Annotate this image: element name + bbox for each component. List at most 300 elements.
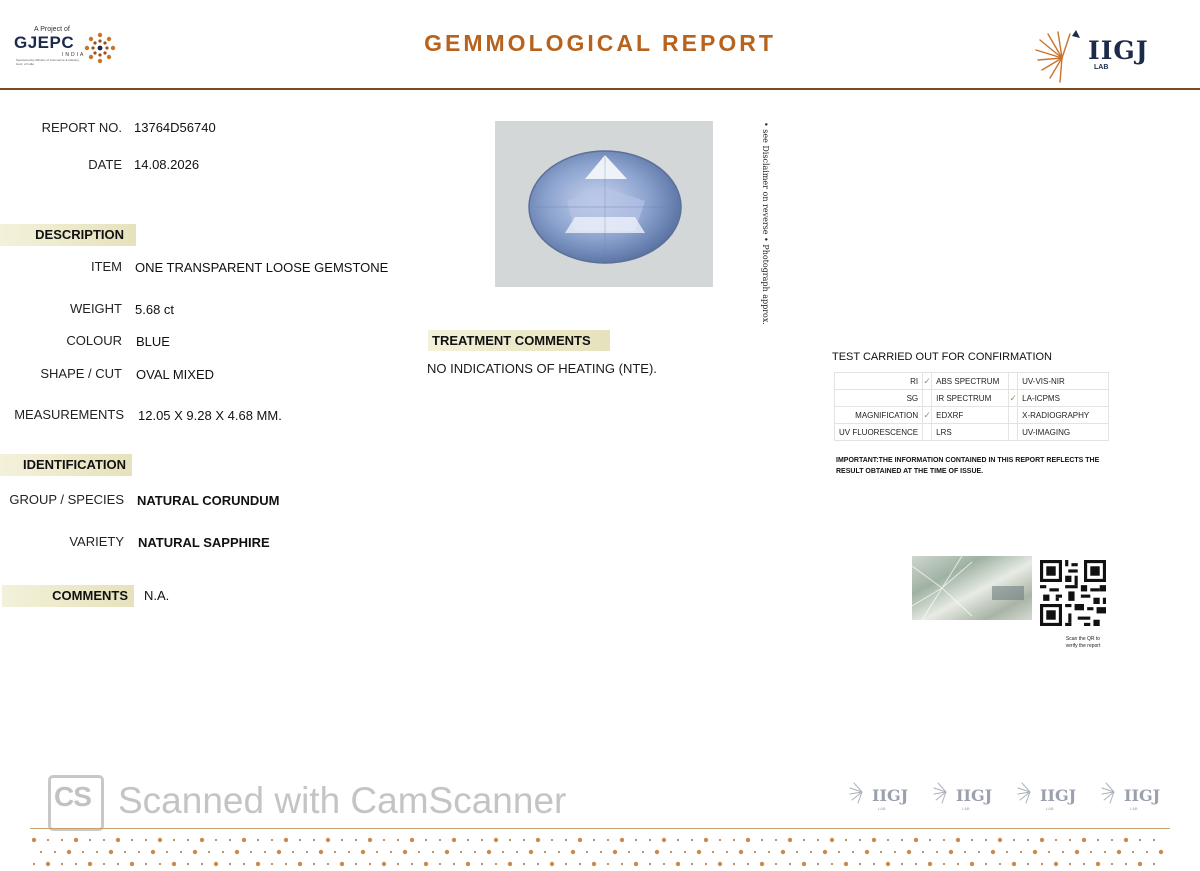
camscanner-logo-letters: CS bbox=[54, 781, 91, 812]
footer-pattern-dot bbox=[257, 839, 259, 841]
report-number-label: REPORT NO. bbox=[41, 120, 122, 135]
footer-pattern-dot bbox=[831, 863, 833, 865]
footer-pattern-dot bbox=[642, 851, 644, 853]
footer-pattern-dot bbox=[130, 862, 134, 866]
footer-pattern-dot bbox=[1027, 863, 1029, 865]
comments-section-label bbox=[2, 585, 134, 607]
footer-pattern-dot bbox=[670, 851, 672, 853]
footer-iigj-lab: LAB bbox=[1130, 806, 1138, 811]
footer-pattern-dot bbox=[494, 838, 498, 842]
footer-pattern-dot bbox=[810, 851, 812, 853]
footer-pattern-dot bbox=[852, 851, 854, 853]
footer-pattern-dot bbox=[481, 863, 483, 865]
footer-pattern-dot bbox=[558, 851, 560, 853]
footer-pattern-dot bbox=[109, 850, 113, 854]
footer-pattern-dot bbox=[1055, 839, 1057, 841]
footer-pattern-dot bbox=[915, 863, 917, 865]
footer-iigj-wordmark: IIGJ bbox=[872, 786, 909, 805]
footer-pattern-dot bbox=[201, 863, 203, 865]
footer-pattern-dot bbox=[117, 863, 119, 865]
footer-pattern-dot bbox=[998, 838, 1002, 842]
table-row bbox=[835, 424, 1109, 441]
footer-pattern-dot bbox=[964, 851, 966, 853]
footer-pattern-dot bbox=[754, 851, 756, 853]
photo-disclaimer-text: • see Disclaimer on reverse • Photograph approx. bbox=[761, 122, 770, 325]
footer-pattern-dot bbox=[817, 839, 819, 841]
check-icon bbox=[923, 424, 932, 441]
footer-iigj-burst-icon bbox=[848, 780, 868, 804]
comments-section-text: COMMENTS bbox=[52, 588, 128, 603]
description-section-text: DESCRIPTION bbox=[35, 227, 124, 242]
footer-pattern-dot bbox=[369, 863, 371, 865]
group-species-value: NATURAL CORUNDUM bbox=[137, 493, 280, 508]
test-cell: ABS SPECTRUM bbox=[932, 373, 1009, 390]
footer-pattern-dot bbox=[46, 862, 50, 866]
footer-pattern-dot bbox=[579, 863, 581, 865]
comments-value: N.A. bbox=[144, 588, 170, 603]
test-cell: LRS bbox=[932, 424, 1009, 441]
item-value: ONE TRANSPARENT LOOSE GEMSTONE bbox=[135, 260, 389, 275]
item-label: ITEM bbox=[90, 259, 122, 274]
footer-pattern-dot bbox=[180, 851, 182, 853]
footer-pattern-dot bbox=[187, 839, 189, 841]
identification-section-label bbox=[0, 454, 132, 476]
footer-pattern-dot bbox=[397, 839, 399, 841]
qr-instruction-line1: Scan the QR to bbox=[1065, 636, 1101, 642]
footer-pattern-dot bbox=[425, 839, 427, 841]
footer-pattern-dot bbox=[54, 851, 56, 853]
footer-pattern-dot bbox=[607, 839, 609, 841]
footer-pattern-dot bbox=[1083, 863, 1085, 865]
footer-divider bbox=[30, 828, 1170, 829]
footer-pattern-dot bbox=[999, 863, 1001, 865]
footer-pattern-dot bbox=[368, 838, 372, 842]
footer-pattern-dot bbox=[390, 851, 392, 853]
footer-pattern-dot bbox=[802, 862, 806, 866]
footer-pattern-dot bbox=[634, 862, 638, 866]
footer-pattern-dot bbox=[775, 863, 777, 865]
footer-pattern-dot bbox=[922, 851, 924, 853]
footer-pattern-dot bbox=[271, 839, 273, 841]
footer-pattern-dot bbox=[635, 839, 637, 841]
footer-pattern-dot bbox=[719, 839, 721, 841]
footer-iigj-burst-icon bbox=[1100, 780, 1120, 804]
footer-pattern-dot bbox=[957, 863, 959, 865]
footer-pattern-dot bbox=[803, 839, 805, 841]
footer-pattern-dot bbox=[873, 863, 875, 865]
tests-table bbox=[834, 372, 1109, 441]
footer-iigj-lab: LAB bbox=[1046, 806, 1054, 811]
footer-pattern-dot bbox=[460, 851, 462, 853]
footer-pattern-dot bbox=[1040, 838, 1044, 842]
footer-pattern-dot bbox=[1013, 839, 1015, 841]
footer-pattern-dot bbox=[208, 851, 210, 853]
footer-pattern-dot bbox=[901, 839, 903, 841]
footer-pattern-dot bbox=[516, 851, 518, 853]
footer-pattern-dot bbox=[439, 863, 441, 865]
camscanner-watermark-text: Scanned with CamScanner bbox=[118, 780, 567, 821]
photo-disclaimer-note bbox=[752, 118, 770, 325]
footer-pattern-dot bbox=[487, 850, 491, 854]
footer-pattern-dot bbox=[33, 863, 35, 865]
footer-pattern-dot bbox=[96, 851, 98, 853]
footer-pattern-dot bbox=[817, 863, 819, 865]
colour-value: BLUE bbox=[136, 334, 170, 349]
footer-pattern-dot bbox=[865, 850, 869, 854]
footer-pattern-dot bbox=[166, 851, 168, 853]
test-cell: UV-VIS-NIR bbox=[1018, 373, 1109, 390]
footer-pattern-dot bbox=[243, 863, 245, 865]
measurements-label: MEASUREMENTS bbox=[14, 407, 124, 422]
test-cell: RI bbox=[835, 373, 923, 390]
footer-iigj-wordmark: IIGJ bbox=[1124, 786, 1161, 805]
footer-pattern-dot bbox=[250, 851, 252, 853]
footer-pattern-dot bbox=[859, 839, 861, 841]
footer-pattern-dot bbox=[418, 851, 420, 853]
footer-pattern-dot bbox=[733, 839, 735, 841]
footer-pattern-dot bbox=[1104, 851, 1106, 853]
footer-pattern-dot bbox=[403, 850, 407, 854]
footer-pattern-dot bbox=[613, 850, 617, 854]
footer-pattern-dot bbox=[466, 862, 470, 866]
footer-pattern-dot bbox=[1090, 851, 1092, 853]
footer-pattern-dot bbox=[145, 839, 147, 841]
footer-star-pattern bbox=[30, 834, 1170, 870]
footer-pattern-dot bbox=[313, 863, 315, 865]
footer-pattern-dot bbox=[929, 839, 931, 841]
footer-pattern-dot bbox=[88, 862, 92, 866]
footer-pattern-dot bbox=[495, 863, 497, 865]
footer-pattern-dot bbox=[502, 851, 504, 853]
footer-pattern-dot bbox=[684, 851, 686, 853]
footer-pattern-dot bbox=[173, 839, 175, 841]
footer-pattern-dot bbox=[943, 863, 945, 865]
footer-pattern-dot bbox=[355, 863, 357, 865]
footer-pattern-dot bbox=[691, 863, 693, 865]
footer-pattern-dot bbox=[1138, 862, 1142, 866]
footer-pattern-dot bbox=[600, 851, 602, 853]
footer-pattern-dot bbox=[550, 862, 554, 866]
footer-pattern-dot bbox=[474, 851, 476, 853]
footer-pattern-dot bbox=[845, 839, 847, 841]
important-label: IMPORTANT: bbox=[836, 457, 879, 464]
footer-iigj-burst-icon bbox=[932, 780, 952, 804]
footer-pattern-dot bbox=[439, 839, 441, 841]
footer-pattern-dot bbox=[887, 839, 889, 841]
footer-pattern-dot bbox=[1125, 863, 1127, 865]
footer-pattern-dot bbox=[914, 838, 918, 842]
gemstone-image bbox=[495, 121, 713, 287]
footer-pattern-dot bbox=[508, 862, 512, 866]
important-notice bbox=[836, 455, 1116, 477]
footer-pattern-dot bbox=[348, 851, 350, 853]
test-cell: X-RADIOGRAPHY bbox=[1018, 407, 1109, 424]
footer-pattern-dot bbox=[1012, 862, 1016, 866]
footer-pattern-dot bbox=[991, 850, 995, 854]
footer-pattern-dot bbox=[116, 838, 120, 842]
check-icon bbox=[1009, 373, 1018, 390]
footer-pattern-dot bbox=[985, 863, 987, 865]
footer-pattern-dot bbox=[61, 839, 63, 841]
footer-pattern-dot bbox=[242, 838, 246, 842]
test-cell: UV-IMAGING bbox=[1018, 424, 1109, 441]
footer-pattern-dot bbox=[361, 850, 365, 854]
footer-pattern-dot bbox=[1062, 851, 1064, 853]
footer-iigj-wordmark: IIGJ bbox=[956, 786, 993, 805]
footer-pattern-dot bbox=[355, 839, 357, 841]
footer-pattern-dot bbox=[565, 863, 567, 865]
footer-pattern-dot bbox=[544, 851, 546, 853]
shape-cut-value: OVAL MIXED bbox=[136, 367, 215, 382]
footer-pattern-dot bbox=[704, 838, 708, 842]
check-icon: ✓ bbox=[1009, 390, 1018, 407]
footer-pattern-dot bbox=[676, 862, 680, 866]
footer-pattern-dot bbox=[739, 850, 743, 854]
footer-pattern-dot bbox=[285, 863, 287, 865]
gjepc-tagline: A Project of bbox=[34, 26, 70, 33]
footer-pattern-dot bbox=[138, 851, 140, 853]
measurements-value: 12.05 X 9.28 X 4.68 MM. bbox=[138, 408, 282, 423]
footer-pattern-dot bbox=[1111, 839, 1113, 841]
footer-pattern-dot bbox=[1153, 863, 1155, 865]
footer-pattern-dot bbox=[214, 862, 218, 866]
footer-pattern-dot bbox=[586, 851, 588, 853]
weight-label: WEIGHT bbox=[70, 301, 122, 316]
footer-pattern-dot bbox=[277, 850, 281, 854]
footer-pattern-dot bbox=[747, 863, 749, 865]
footer-pattern-dot bbox=[103, 863, 105, 865]
footer-pattern-dot bbox=[760, 862, 764, 866]
report-title: GEMMOLOGICAL REPORT bbox=[424, 30, 776, 56]
tests-title: TEST CARRIED OUT FOR CONFIRMATION bbox=[832, 351, 1053, 363]
footer-pattern-dot bbox=[103, 839, 105, 841]
security-hologram bbox=[912, 556, 1032, 620]
footer-pattern-dot bbox=[298, 862, 302, 866]
footer-pattern-dot bbox=[299, 839, 301, 841]
footer-pattern-dot bbox=[830, 838, 834, 842]
iigj-lab-label: LAB bbox=[1094, 64, 1109, 71]
footer-pattern-dot bbox=[823, 850, 827, 854]
footer-pattern-dot bbox=[411, 863, 413, 865]
footer-pattern-dot bbox=[529, 850, 533, 854]
footer-pattern-dot bbox=[75, 863, 77, 865]
footer-pattern-dot bbox=[712, 851, 714, 853]
footer-pattern-dot bbox=[907, 850, 911, 854]
footer-pattern-dot bbox=[551, 839, 553, 841]
gjepc-wordmark: GJEPC bbox=[14, 33, 75, 52]
footer-pattern-dot bbox=[859, 863, 861, 865]
footer-pattern-dot bbox=[1027, 839, 1029, 841]
footer-pattern-dot bbox=[565, 839, 567, 841]
footer-pattern-dot bbox=[445, 850, 449, 854]
footer-pattern-dot bbox=[789, 863, 791, 865]
footer-pattern-dot bbox=[40, 851, 42, 853]
footer-pattern-dot bbox=[341, 839, 343, 841]
footer-pattern-dot bbox=[523, 839, 525, 841]
footer-pattern-dot bbox=[726, 851, 728, 853]
footer-pattern-dot bbox=[145, 863, 147, 865]
footer-pattern-dot bbox=[193, 850, 197, 854]
footer-pattern-dot bbox=[607, 863, 609, 865]
footer-pattern-dot bbox=[628, 851, 630, 853]
footer-pattern-dot bbox=[781, 850, 785, 854]
footer-pattern-dot bbox=[382, 862, 386, 866]
group-species-label: GROUP / SPECIES bbox=[9, 492, 124, 507]
footer-pattern-dot bbox=[1006, 851, 1008, 853]
footer-iigj-lab: LAB bbox=[878, 806, 886, 811]
footer-pattern-dot bbox=[271, 863, 273, 865]
variety-label: VARIETY bbox=[69, 534, 124, 549]
footer-pattern-dot bbox=[592, 862, 596, 866]
footer-pattern-dot bbox=[838, 851, 840, 853]
footer-pattern-dot bbox=[894, 851, 896, 853]
verification-qr-code[interactable] bbox=[1040, 560, 1106, 626]
table-row bbox=[835, 390, 1109, 407]
footer-pattern-dot bbox=[697, 850, 701, 854]
footer-pattern-dot bbox=[432, 851, 434, 853]
footer-pattern-dot bbox=[1054, 862, 1058, 866]
footer-pattern-dot bbox=[383, 839, 385, 841]
test-cell: IR SPECTRUM bbox=[932, 390, 1009, 407]
footer-pattern-dot bbox=[340, 862, 344, 866]
footer-pattern-dot bbox=[452, 838, 456, 842]
footer-pattern-dot bbox=[172, 862, 176, 866]
footer-pattern-dot bbox=[621, 863, 623, 865]
footer-pattern-dot bbox=[131, 839, 133, 841]
check-icon bbox=[1009, 407, 1018, 424]
footer-pattern-dot bbox=[313, 839, 315, 841]
footer-pattern-dot bbox=[943, 839, 945, 841]
footer-pattern-dot bbox=[768, 851, 770, 853]
footer-pattern-dot bbox=[467, 839, 469, 841]
footer-pattern-dot bbox=[662, 838, 666, 842]
footer-pattern-dot bbox=[67, 850, 71, 854]
footer-pattern-dot bbox=[788, 838, 792, 842]
qr-instruction-line2: verify the report bbox=[1065, 643, 1101, 649]
footer-pattern-dot bbox=[256, 862, 260, 866]
footer-pattern-dot bbox=[397, 863, 399, 865]
footer-pattern-dot bbox=[1132, 851, 1134, 853]
footer-pattern-dot bbox=[593, 839, 595, 841]
footer-pattern-dot bbox=[187, 863, 189, 865]
footer-pattern-dot bbox=[1069, 839, 1071, 841]
footer-pattern-dot bbox=[229, 863, 231, 865]
footer-pattern-dot bbox=[901, 863, 903, 865]
footer-pattern-dot bbox=[1096, 862, 1100, 866]
footer-pattern-dot bbox=[733, 863, 735, 865]
footer-pattern-dot bbox=[578, 838, 582, 842]
footer-pattern-dot bbox=[536, 838, 540, 842]
footer-pattern-dot bbox=[718, 862, 722, 866]
footer-pattern-dot bbox=[284, 838, 288, 842]
footer-pattern-dot bbox=[936, 851, 938, 853]
footer-pattern-dot bbox=[1048, 851, 1050, 853]
footer-pattern-dot bbox=[32, 838, 36, 842]
footer-iigj-wordmark: IIGJ bbox=[1040, 786, 1077, 805]
footer-pattern-dot bbox=[61, 863, 63, 865]
footer-pattern-dot bbox=[677, 839, 679, 841]
footer-pattern-dot bbox=[158, 838, 162, 842]
footer-pattern-dot bbox=[1124, 838, 1128, 842]
weight-value: 5.68 ct bbox=[135, 302, 175, 317]
footer-pattern-dot bbox=[956, 838, 960, 842]
treatment-value: NO INDICATIONS OF HEATING (NTE). bbox=[427, 361, 657, 376]
test-cell: EDXRF bbox=[932, 407, 1009, 424]
footer-pattern-dot bbox=[949, 850, 953, 854]
check-icon bbox=[1009, 424, 1018, 441]
iigj-wordmark: IIGJ bbox=[1088, 36, 1149, 65]
footer-pattern-dot bbox=[326, 838, 330, 842]
test-cell: SG bbox=[835, 390, 923, 407]
footer-pattern-dot bbox=[235, 850, 239, 854]
footer-pattern-dot bbox=[376, 851, 378, 853]
footer-pattern-dot bbox=[872, 838, 876, 842]
shape-cut-label: SHAPE / CUT bbox=[40, 366, 122, 381]
footer-pattern-dot bbox=[453, 863, 455, 865]
footer-pattern-dot bbox=[1020, 851, 1022, 853]
footer-pattern-dot bbox=[928, 862, 932, 866]
footer-iigj-lab: LAB bbox=[962, 806, 970, 811]
footer-pattern-dot bbox=[649, 839, 651, 841]
test-cell: UV FLUORESCENCE bbox=[835, 424, 923, 441]
footer-pattern-dot bbox=[620, 838, 624, 842]
footer-pattern-dot bbox=[1153, 839, 1155, 841]
footer-pattern-dot bbox=[1146, 851, 1148, 853]
footer-pattern-dot bbox=[1159, 850, 1163, 854]
footer-pattern-dot bbox=[775, 839, 777, 841]
footer-pattern-dot bbox=[200, 838, 204, 842]
footer-pattern-dot bbox=[424, 862, 428, 866]
footer-pattern-dot bbox=[264, 851, 266, 853]
footer-pattern-dot bbox=[1041, 863, 1043, 865]
footer-pattern-dot bbox=[1111, 863, 1113, 865]
hologram-image bbox=[912, 556, 1032, 620]
test-cell: MAGNIFICATION bbox=[835, 407, 923, 424]
footer-pattern-dot bbox=[327, 863, 329, 865]
footer-pattern-dot bbox=[410, 838, 414, 842]
footer-pattern-dot bbox=[1082, 838, 1086, 842]
footer-pattern-dot bbox=[649, 863, 651, 865]
footer-pattern-dot bbox=[124, 851, 126, 853]
footer-pattern-dot bbox=[1075, 850, 1079, 854]
footer-pattern-dot bbox=[229, 839, 231, 841]
footer-pattern-dot bbox=[985, 839, 987, 841]
footer-pattern-dot bbox=[89, 839, 91, 841]
footer-pattern-dot bbox=[1117, 850, 1121, 854]
footer-iigj-burst-icon bbox=[1016, 780, 1036, 804]
test-cell: LA-ICPMS bbox=[1018, 390, 1109, 407]
footer-pattern-dot bbox=[705, 863, 707, 865]
footer-pattern-dot bbox=[82, 851, 84, 853]
footer-pattern-dot bbox=[509, 839, 511, 841]
gjepc-subtitle: Sponsored by Ministry of Commerce & Industry, Govt. of India bbox=[16, 58, 80, 66]
footer-pattern-dot bbox=[306, 851, 308, 853]
report-number-value: 13764D56740 bbox=[134, 120, 216, 135]
footer-pattern-dot bbox=[537, 863, 539, 865]
footer-pattern-dot bbox=[571, 850, 575, 854]
footer-pattern-dot bbox=[880, 851, 882, 853]
footer-pattern-dot bbox=[215, 839, 217, 841]
colour-label: COLOUR bbox=[66, 333, 122, 348]
footer-pattern-dot bbox=[523, 863, 525, 865]
footer-pattern-dot bbox=[970, 862, 974, 866]
important-text: THE INFORMATION CONTAINED IN THIS REPORT REFLECTS THE RESULT OBTAINED AT THE TIME OF ISSUE. bbox=[836, 457, 1100, 475]
footer-pattern-dot bbox=[746, 838, 750, 842]
footer-pattern-dot bbox=[334, 851, 336, 853]
footer-pattern-dot bbox=[663, 863, 665, 865]
footer-pattern-dot bbox=[1139, 839, 1141, 841]
footer-pattern-dot bbox=[481, 839, 483, 841]
